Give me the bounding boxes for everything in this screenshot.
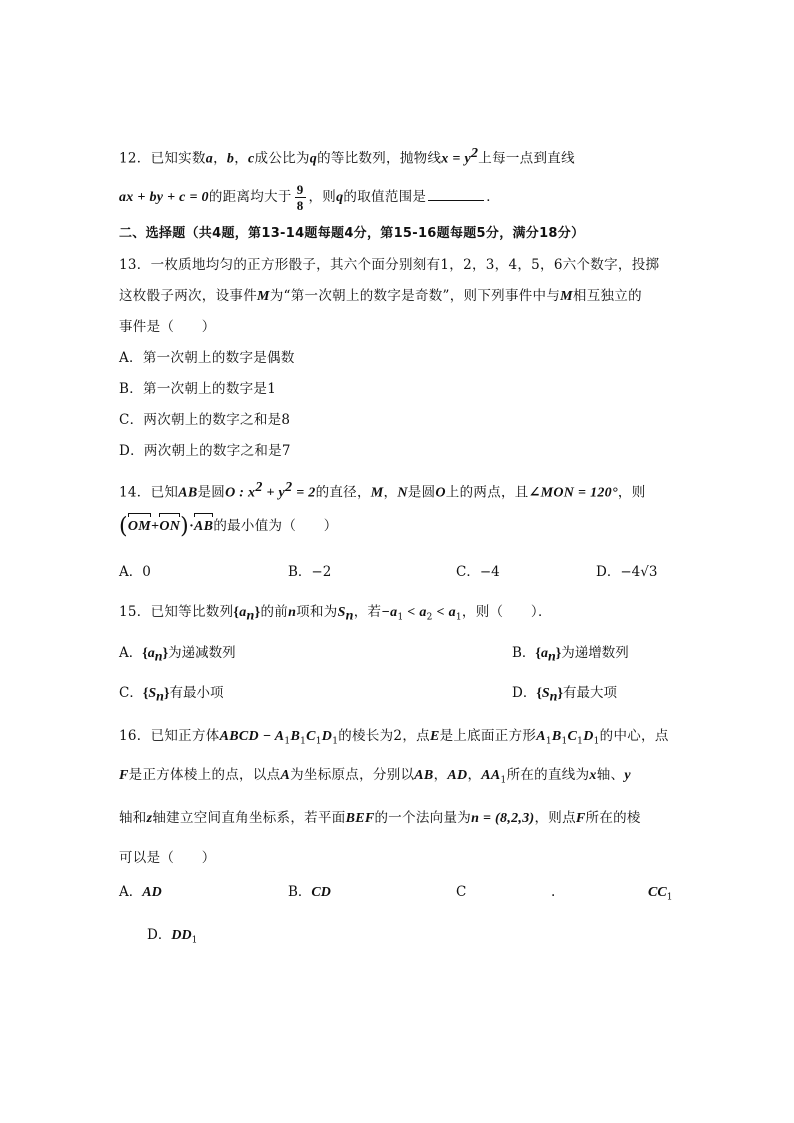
option-label: A．	[119, 884, 143, 900]
option-label: D．	[147, 927, 172, 943]
q16-option-c-label[interactable]: C	[456, 884, 467, 900]
var-c: c	[248, 151, 255, 167]
point-a: A	[280, 768, 291, 783]
edge-ad: AD	[447, 768, 468, 783]
q16-line4: 可以是（ ）	[119, 850, 216, 866]
text: 所在的棱	[585, 810, 641, 826]
q14-line2: (OM+ON)·AB的最小值为（ ）	[119, 514, 338, 539]
plane-bef: BEF	[345, 811, 375, 826]
text: 上的两点，且	[445, 484, 529, 501]
sep: ，	[213, 150, 227, 167]
q16-option-d[interactable]: D．$DD_1$	[147, 927, 198, 946]
event-m: M	[560, 289, 573, 304]
q13-line1: 13．一枚质地均匀的正方形骰子，其六个面分别刻有1，2，3，4，5，6六个数字，投掷	[119, 257, 660, 273]
sum-s: S	[148, 686, 157, 701]
text: 的等比数列，抛物线	[317, 150, 442, 167]
event-m: M	[257, 289, 270, 304]
var-a: a	[205, 151, 214, 167]
option-text: 为递减数列	[168, 645, 236, 661]
q15-option-a[interactable]: A．$\{a_n\}$为递减数列	[119, 645, 236, 665]
q15-option-c[interactable]: C．$\{S_n\}$有最小项	[119, 685, 224, 705]
point-m: M	[370, 485, 384, 501]
option-label: C．	[119, 685, 143, 701]
axis-x: x	[589, 768, 597, 783]
sep: ，	[383, 484, 398, 501]
q14-option-c[interactable]: C．−4	[456, 564, 500, 580]
text: 为“第一次朝上的数字是奇数”，则下列事件中与	[269, 288, 561, 304]
point-f: F	[119, 768, 129, 783]
point-e: E	[429, 729, 440, 744]
text: ，则	[308, 189, 337, 205]
dot-operator: ·	[189, 519, 195, 534]
text: 这枚骰子两次，设事件	[119, 288, 257, 304]
inequality: −a	[381, 605, 398, 620]
text: 是圆	[407, 484, 436, 501]
plus: +	[151, 519, 160, 534]
option-label: D．	[512, 685, 537, 701]
text: 是正方体棱上的点，以点	[128, 767, 281, 783]
var-q: q	[336, 190, 344, 205]
inequality: < a	[403, 605, 427, 620]
point-o: O	[435, 485, 446, 501]
fraction-9-8	[295, 182, 306, 213]
segment-ab: AB	[178, 485, 198, 501]
option-text: 为递增数列	[561, 645, 629, 661]
option-text: 有最小项	[169, 685, 224, 701]
q14-option-a[interactable]: A．0	[119, 564, 151, 580]
normal-vector: n = (8,2,3)	[471, 811, 535, 826]
var-q: q	[309, 151, 318, 167]
sequence-a: a	[239, 605, 247, 620]
circle-eq: = 2	[292, 485, 316, 501]
text: ，则（ ）．	[461, 604, 552, 620]
text: 15．已知等比数列	[119, 604, 234, 620]
text: 的棱长为2，点	[338, 728, 430, 744]
q12-line2	[119, 182, 500, 213]
text: 是圆	[197, 484, 226, 501]
frac-den: 8	[296, 198, 304, 213]
point-f: F	[575, 811, 586, 826]
text: 的直径，	[315, 484, 371, 501]
text: 的距离均大于	[208, 189, 292, 205]
text: 是上底面正方形	[439, 728, 537, 744]
vector-ab: AB	[194, 517, 213, 537]
option-text: 有最大项	[562, 685, 617, 701]
q12-number: 12．已知实数	[119, 150, 206, 167]
q15-line1: 15．已知等比数列$\{a_n\}$的前n项和为$S_n$，若$-a_1 < a_2 < a_1$，则（ ）．	[119, 604, 552, 624]
q16-line3	[119, 808, 641, 829]
q16-option-a[interactable]	[119, 882, 162, 903]
q16-line1: 16．已知正方体ABCD − $A_1B_1C_1D_1$的棱长为2，点E是上底面正方形$A_1B_1C_1D_1$的中心，点	[119, 728, 669, 747]
text: 的前	[260, 604, 289, 620]
answer-blank[interactable]	[428, 186, 484, 201]
edge-ab: AB	[414, 768, 434, 783]
text: 的一个法向量为	[374, 810, 472, 826]
option-label: B．	[512, 645, 536, 661]
option-text: AD	[142, 885, 162, 900]
vector-om: OM	[128, 517, 151, 537]
text: 的中心，点	[599, 728, 669, 744]
var-n: n	[288, 605, 297, 620]
text: 的最小值为（ ）	[213, 518, 338, 534]
q14-option-d[interactable]: D．−4√3	[596, 564, 658, 580]
point-n: N	[397, 485, 408, 501]
angle-mon: ∠MON = 120°	[528, 485, 618, 501]
q14-line1: 14．已知AB是圆O : $x^2 + y^2 = 2$的直径，M，N是圆O上的两点，且∠MON = 120°，则	[119, 480, 646, 501]
circle-eq: O : x	[225, 485, 256, 501]
var-b: b	[226, 151, 235, 167]
sep: ，	[234, 150, 249, 167]
text: 的取值范围是	[343, 189, 427, 205]
q13-line2	[119, 286, 642, 307]
circle-eq: + y	[262, 485, 286, 501]
vector-on: ON	[159, 517, 180, 537]
text: 所在的直线为	[506, 767, 590, 783]
cube-name: ABCD − A	[219, 729, 285, 744]
q14-option-b[interactable]: B．−2	[288, 564, 332, 580]
q13-option-b[interactable]: B．第一次朝上的数字是1	[119, 381, 277, 397]
q15-option-b[interactable]: B．$\{a_n\}$为递增数列	[512, 645, 629, 665]
q13-line3: 事件是（ ）	[119, 319, 216, 335]
text: 上每一点到直线	[478, 150, 575, 167]
sequence-a: a	[147, 646, 155, 661]
axis-z: z	[146, 811, 153, 826]
section-heading: 二、选择题（共4题，第13-14题每题4分，第15-16题每题5分，满分18分）	[119, 226, 585, 241]
text: 轴建立空间直角坐标系，若平面	[152, 810, 346, 826]
q16-option-c[interactable]: $CC_1$	[648, 885, 673, 903]
q16-option-c-dot: .	[551, 884, 556, 900]
text: 轴和	[119, 810, 147, 826]
sequence-a: a	[540, 646, 548, 661]
edge-aa1: AA	[481, 768, 501, 783]
option-label: A．	[119, 645, 143, 661]
option-text: CC	[648, 885, 667, 900]
q13-option-d[interactable]: D．两次朝上的数字之和是7	[119, 443, 291, 459]
parabola-eq: x = y	[441, 151, 471, 167]
option-text: CD	[311, 885, 331, 900]
line-equation: ax + by + c = 0	[119, 190, 209, 205]
text: 为坐标原点，分别以	[290, 767, 415, 783]
text: ，若	[353, 604, 382, 620]
option-label: B．	[288, 884, 312, 900]
text: 相互独立的	[572, 288, 642, 304]
text: 项和为	[296, 604, 338, 620]
sum-s: S	[337, 605, 346, 620]
text: ，则点	[534, 810, 576, 826]
text: 轴、	[596, 767, 625, 783]
q13-option-c[interactable]: C．两次朝上的数字之和是8	[119, 412, 291, 428]
frac-num: 9	[296, 182, 304, 197]
text: 成公比为	[254, 150, 310, 167]
text: ．	[486, 189, 501, 205]
text: ，则	[617, 484, 646, 501]
q12-line1: 12．已知实数a，b，c成公比为q的等比数列，抛物线$x = y^2$上每一点到直线	[119, 146, 575, 167]
q13-option-a[interactable]: A．第一次朝上的数字是偶数	[119, 350, 295, 366]
q15-option-d[interactable]: D．$\{S_n\}$有最大项	[512, 685, 617, 705]
q16-option-b[interactable]	[288, 882, 331, 903]
text: 14．已知	[119, 484, 179, 501]
q16-line2: F是正方体棱上的点，以点A为坐标原点，分别以AB，AD，$AA_1$所在的直线为x轴、y	[119, 767, 631, 786]
text: 16．已知正方体	[119, 728, 220, 744]
inequality: < a	[432, 605, 456, 620]
sum-s: S	[541, 686, 550, 701]
axis-y: y	[624, 768, 631, 783]
option-text: DD	[171, 928, 192, 943]
